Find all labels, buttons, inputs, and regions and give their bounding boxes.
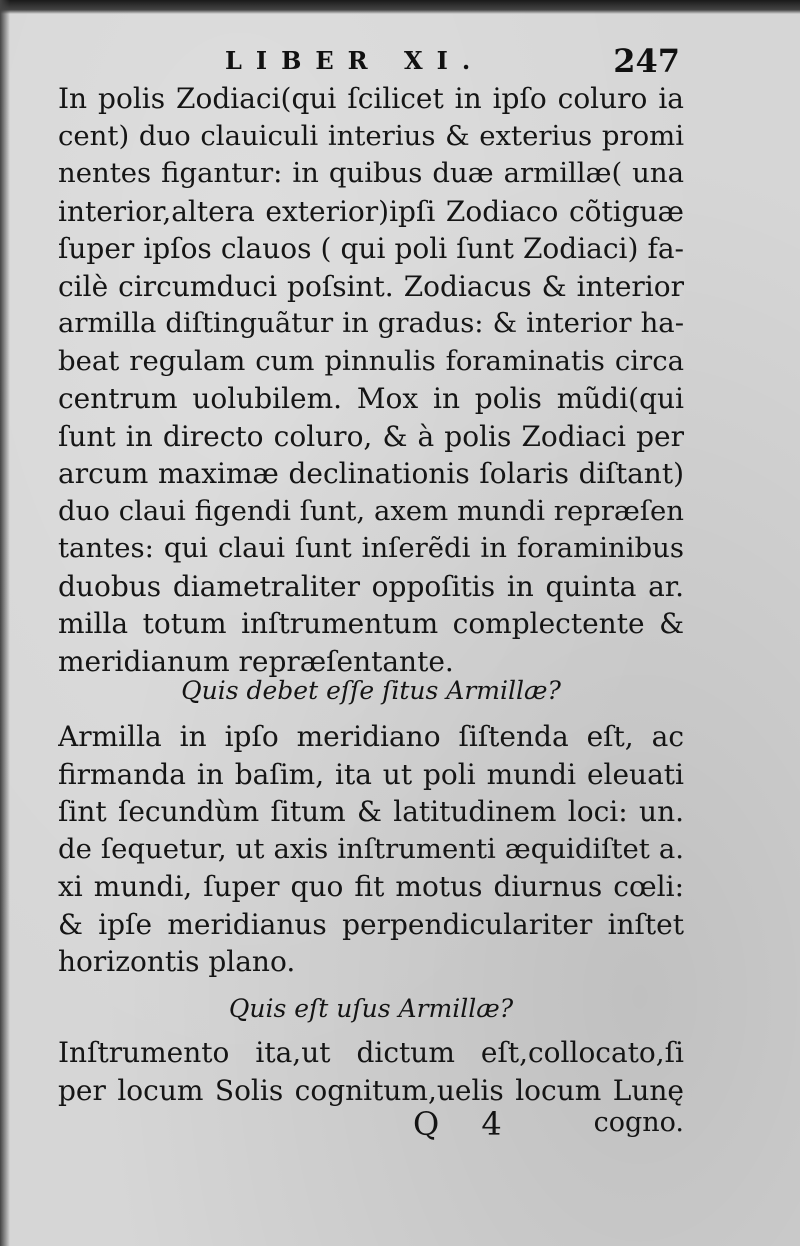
paragraph-1 — [58, 80, 684, 680]
signature-mark: Q 4 — [413, 1105, 518, 1143]
catchword: cogno. — [593, 1107, 684, 1138]
text-line: xi mundi, ſuper quo fit motus diurnus cœli: — [58, 870, 684, 903]
text-line: Armilla in ipſo meridiano ſiſtenda eſt, ac — [58, 720, 684, 753]
page-top-shadow — [0, 0, 800, 14]
text-line: de ſequetur, ut axis inſtrumenti æquidiſtet a. — [58, 832, 684, 865]
text-line: per locum Solis cognitum,uelis locum Lunę — [58, 1073, 684, 1107]
text-line: interior,altera exterior)ipſi Zodiaco cõtiguæ — [58, 194, 684, 228]
page-footer — [58, 1105, 684, 1145]
section-heading-1: Quis debet eſſe ſitus Armillæ? — [181, 676, 561, 705]
text-line: In polis Zodiaci(qui ſcilicet in ipſo coluro ia — [58, 82, 684, 115]
text-line: meridianum repræſentante. — [58, 644, 454, 678]
page-number: 247 — [613, 42, 680, 80]
running-title: LIBER XI. — [225, 46, 485, 75]
text-line: ſunt in directo coluro, & à polis Zodiaci per — [58, 419, 684, 453]
paragraph-3 — [58, 1034, 684, 1109]
text-line: tantes: qui claui ſunt inſerẽdi in foraminibus — [58, 532, 684, 564]
text-line: cent) duo clauiculi interius & exterius promi — [58, 119, 684, 152]
text-line: horizontis plano. — [58, 945, 296, 978]
text-line: beat regulam cum pinnulis foraminatis circa — [58, 344, 684, 377]
text-line: duo claui figendi ſunt, axem mundi repræſen — [58, 494, 684, 527]
text-line: armilla diſtinguãtur in gradus: & interior ha- — [58, 307, 684, 339]
text-line: duobus diametraliter oppoſitis in quinta ar. — [58, 569, 684, 603]
text-line: milla totum inſtrumentum complectente & — [58, 607, 684, 640]
text-line: cilè circumduci poſsint. Zodiacus & interior — [58, 269, 684, 303]
page-left-shadow — [0, 0, 10, 1246]
paragraph-2 — [58, 718, 684, 981]
text-line: firmanda in baſim, ita ut poli mundi eleuati — [58, 757, 684, 791]
text-line: ſuper ipſos clauos ( qui poli ſunt Zodiaci) fa- — [58, 232, 684, 265]
text-line: arcum maximæ declinationis ſolaris diſtant) — [58, 457, 684, 490]
text-line: & ipſe meridianus perpendiculariter inſtet — [58, 907, 684, 941]
text-line: Inſtrumento ita,ut dictum eſt,collocato,ſi — [58, 1036, 684, 1069]
text-line: ſint ſecundùm ſitum & latitudinem loci: un. — [58, 795, 684, 828]
section-heading-2: Quis eſt uſus Armillæ? — [228, 994, 514, 1023]
text-line: nentes figantur: in quibus duæ armillæ( una — [58, 157, 684, 189]
text-line: centrum uolubilem. Mox in polis mũdi(qui — [58, 382, 684, 415]
